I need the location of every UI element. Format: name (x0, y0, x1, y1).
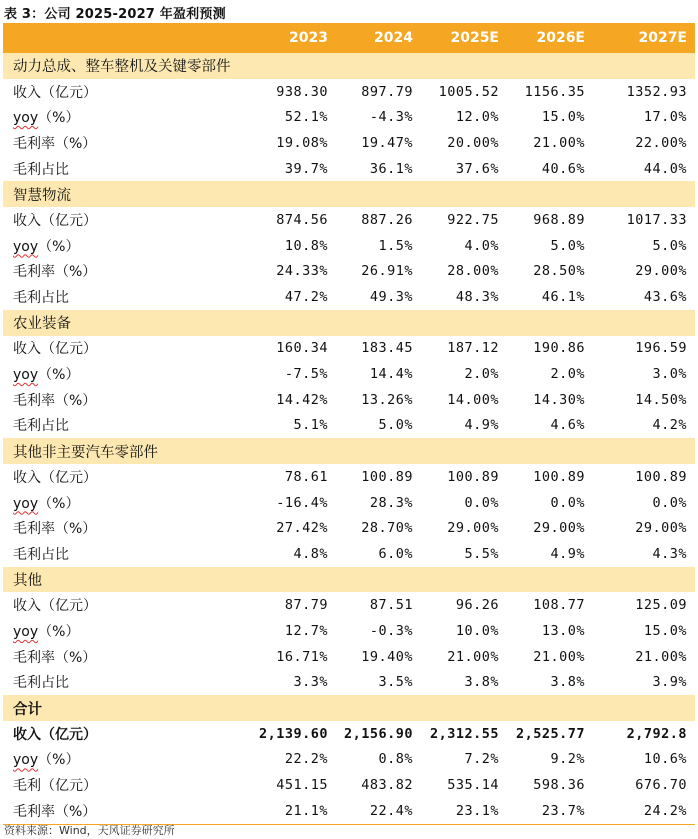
table-cell: 4.2% (652, 417, 687, 434)
table-cell: 13.0% (541, 622, 585, 639)
table-cell: 22.4% (369, 802, 413, 819)
table-cell: 43.6% (643, 289, 687, 306)
row-label-yoy: yoy (13, 752, 39, 769)
table-cell: 5.5% (464, 545, 499, 562)
table-cell: 2,139.60 (258, 725, 328, 742)
row-label (3, 621, 253, 641)
table-cell: 187.12 (447, 340, 499, 357)
table-cell: 12.7% (284, 622, 328, 639)
table-cell: 29.00% (635, 520, 687, 537)
table-row (3, 541, 695, 567)
header-year-2024: 2024 (374, 30, 413, 46)
table-row (3, 387, 695, 413)
table-cell: 4.8% (293, 545, 328, 562)
table-cell: 36.1% (369, 160, 413, 177)
table-cell: 9.2% (550, 751, 585, 768)
row-label: 毛利率（%） (13, 264, 97, 281)
row-label: 毛利率（%） (13, 392, 97, 409)
table-cell: 29.00% (533, 520, 585, 537)
table-cell: 6.0% (378, 545, 413, 562)
table-cell: 15.0% (643, 622, 687, 639)
row-label-unit: （%） (38, 752, 80, 769)
table-cell: 14.30% (533, 391, 585, 408)
table-cell: 3.5% (378, 674, 413, 691)
row-label: 收入（亿元） (13, 598, 97, 615)
header-year-2027e: 2027E (638, 30, 687, 46)
table-cell: 100.89 (447, 468, 499, 485)
table-cell: 21.1% (284, 802, 328, 819)
table-cell: 28.00% (447, 263, 499, 280)
table-cell: 160.34 (276, 340, 328, 357)
table-row (3, 130, 695, 156)
table-cell: 4.9% (550, 545, 585, 562)
table-cell: 24.2% (643, 802, 687, 819)
row-label (3, 493, 253, 513)
table-cell: 676.70 (635, 777, 687, 794)
table-row (3, 464, 695, 490)
row-label-unit: （%） (38, 110, 80, 127)
table-cell: 10.0% (455, 622, 499, 639)
table-cell: 483.82 (361, 777, 413, 794)
table-cell: 4.9% (464, 417, 499, 434)
row-label (3, 236, 253, 256)
table-cell: 190.86 (533, 340, 585, 357)
table-cell: 19.40% (361, 648, 413, 665)
profit-forecast-table (3, 23, 695, 825)
table-row (3, 490, 695, 516)
table-cell: 0.8% (378, 751, 413, 768)
table-cell: 87.79 (284, 597, 328, 614)
table-row (3, 259, 695, 285)
table-cell: 598.36 (533, 777, 585, 794)
table-cell: 887.26 (361, 211, 413, 228)
row-label: 毛利率（%） (13, 803, 97, 820)
table-cell: 39.7% (284, 160, 328, 177)
row-label: 毛利占比 (13, 675, 69, 692)
row-label-unit: （%） (38, 495, 80, 512)
table-cell: 1005.52 (438, 83, 499, 100)
table-cell: 49.3% (369, 289, 413, 306)
table-row (3, 747, 695, 773)
table-cell: 183.45 (361, 340, 413, 357)
source-note: 资料来源：Wind，天风证券研究所 (4, 824, 175, 837)
section-header: 农业装备 (3, 310, 695, 336)
section-header: 合计 (3, 695, 695, 721)
row-label-unit: （%） (38, 367, 80, 384)
table-cell: 3.3% (293, 674, 328, 691)
table-cell: 28.50% (533, 263, 585, 280)
section-header: 智慧物流 (3, 181, 695, 207)
table-cell: 24.33% (276, 263, 328, 280)
table-cell: 3.9% (652, 674, 687, 691)
table-cell: 52.1% (284, 109, 328, 126)
table-cell: 29.00% (635, 263, 687, 280)
table-cell: 968.89 (533, 211, 585, 228)
row-label-unit: （%） (38, 238, 80, 255)
table-cell: 100.89 (361, 468, 413, 485)
table-cell: 3.8% (464, 674, 499, 691)
row-label (3, 107, 253, 127)
row-label (3, 749, 253, 769)
table-cell: 2.0% (464, 366, 499, 383)
header-year-2023: 2023 (289, 30, 328, 46)
table-row (3, 721, 695, 747)
row-label: 毛利占比 (13, 290, 69, 307)
table-cell: 96.26 (455, 597, 499, 614)
table-cell: 922.75 (447, 211, 499, 228)
table-cell: 100.89 (635, 468, 687, 485)
section-header: 动力总成、整车整机及关键零部件 (3, 53, 695, 79)
row-label-yoy: yoy (13, 623, 39, 640)
table-cell: -7.5% (284, 366, 328, 383)
table-cell: 897.79 (361, 83, 413, 100)
table-cell: 3.8% (550, 674, 585, 691)
row-label: 毛利（亿元） (13, 778, 97, 795)
row-label: 收入（亿元） (13, 469, 97, 486)
table-cell: 0.0% (652, 494, 687, 511)
table-row (3, 361, 695, 387)
table-cell: 21.00% (533, 134, 585, 151)
table-cell: 15.0% (541, 109, 585, 126)
header-year-2025e: 2025E (450, 30, 499, 46)
table-cell: -16.4% (276, 494, 328, 511)
table-cell: 0.0% (464, 494, 499, 511)
table-cell: 3.0% (652, 366, 687, 383)
table-cell: 21.00% (447, 648, 499, 665)
table-cell: -0.3% (369, 622, 413, 639)
table-cell: 29.00% (447, 520, 499, 537)
row-label-yoy: yoy (13, 495, 39, 512)
row-label-yoy: yoy (13, 110, 39, 127)
table-cell: 16.71% (276, 648, 328, 665)
table-cell: 7.2% (464, 751, 499, 768)
row-label: 毛利率（%） (13, 135, 97, 152)
table-cell: 37.6% (455, 160, 499, 177)
row-label: 毛利占比 (13, 161, 69, 178)
table-row (3, 336, 695, 362)
table-cell: 19.47% (361, 134, 413, 151)
table-cell: 23.1% (455, 802, 499, 819)
table-row (3, 798, 695, 825)
table-cell: 125.09 (635, 597, 687, 614)
table-cell: 27.42% (276, 520, 328, 537)
table-cell: 10.8% (284, 237, 328, 254)
table-cell: 2,792.8 (626, 725, 687, 742)
table-cell: 4.6% (550, 417, 585, 434)
table-cell: 938.30 (276, 83, 328, 100)
table-cell: 22.2% (284, 751, 328, 768)
table-cell: 535.14 (447, 777, 499, 794)
table-row (3, 79, 695, 105)
table-row (3, 592, 695, 618)
table-cell: 196.59 (635, 340, 687, 357)
table-cell: 14.00% (447, 391, 499, 408)
table-cell: 1.5% (378, 237, 413, 254)
table-cell: 20.00% (447, 134, 499, 151)
table-cell: 5.0% (652, 237, 687, 254)
row-label: 收入（亿元） (13, 341, 97, 358)
table-cell: 19.08% (276, 134, 328, 151)
row-label: 收入（亿元） (13, 726, 97, 743)
table-cell: 87.51 (369, 597, 413, 614)
table-cell: 22.00% (635, 134, 687, 151)
row-label-yoy: yoy (13, 238, 39, 255)
table-cell: 78.61 (284, 468, 328, 485)
table-row (3, 772, 695, 798)
row-label: 毛利占比 (13, 418, 69, 435)
table-cell: 10.6% (643, 751, 687, 768)
table-cell: -4.3% (369, 109, 413, 126)
table-cell: 1352.93 (626, 83, 687, 100)
table-cell: 12.0% (455, 109, 499, 126)
table-cell: 13.26% (361, 391, 413, 408)
section-header: 其他非主要汽车零部件 (3, 438, 695, 464)
row-label: 毛利率（%） (13, 521, 97, 538)
table-row (3, 104, 695, 130)
section-header: 其他 (3, 567, 695, 593)
table-cell: 2,525.77 (515, 725, 585, 742)
table-cell: 28.70% (361, 520, 413, 537)
table-cell: 26.91% (361, 263, 413, 280)
table-row (3, 284, 695, 310)
table-row (3, 644, 695, 670)
table-row (3, 207, 695, 233)
row-label: 毛利率（%） (13, 649, 97, 666)
table-row (3, 618, 695, 644)
table-row (3, 156, 695, 182)
table-cell: 40.6% (541, 160, 585, 177)
table-cell: 2.0% (550, 366, 585, 383)
table-cell: 2,156.90 (343, 725, 413, 742)
table-row (3, 670, 695, 696)
table-cell: 28.3% (369, 494, 413, 511)
table-cell: 5.1% (293, 417, 328, 434)
row-label-unit: （%） (38, 623, 80, 640)
table-cell: 21.00% (533, 648, 585, 665)
table-cell: 0.0% (550, 494, 585, 511)
table-cell: 14.42% (276, 391, 328, 408)
row-label: 毛利占比 (13, 546, 69, 563)
table-cell: 21.00% (635, 648, 687, 665)
table-row (3, 233, 695, 259)
table-cell: 1156.35 (524, 83, 585, 100)
table-header-row (3, 23, 695, 53)
row-label: 收入（亿元） (13, 84, 97, 101)
table-cell: 874.56 (276, 211, 328, 228)
header-year-2026e: 2026E (536, 30, 585, 46)
table-cell: 48.3% (455, 289, 499, 306)
table-cell: 451.15 (276, 777, 328, 794)
table-cell: 46.1% (541, 289, 585, 306)
table-caption: 表 3：公司 2025-2027 年盈利预测 (4, 7, 226, 22)
table-cell: 2,312.55 (429, 725, 499, 742)
row-label: 收入（亿元） (13, 212, 97, 229)
table-cell: 4.3% (652, 545, 687, 562)
table-cell: 17.0% (643, 109, 687, 126)
table-cell: 47.2% (284, 289, 328, 306)
table-cell: 23.7% (541, 802, 585, 819)
table-cell: 5.0% (378, 417, 413, 434)
table-row (3, 413, 695, 439)
row-label-yoy: yoy (13, 367, 39, 384)
table-cell: 44.0% (643, 160, 687, 177)
table-row (3, 515, 695, 541)
table-cell: 14.50% (635, 391, 687, 408)
table-cell: 5.0% (550, 237, 585, 254)
table-cell: 14.4% (369, 366, 413, 383)
table-cell: 1017.33 (626, 211, 687, 228)
table-cell: 108.77 (533, 597, 585, 614)
row-label (3, 364, 253, 384)
table-cell: 100.89 (533, 468, 585, 485)
table-cell: 4.0% (464, 237, 499, 254)
